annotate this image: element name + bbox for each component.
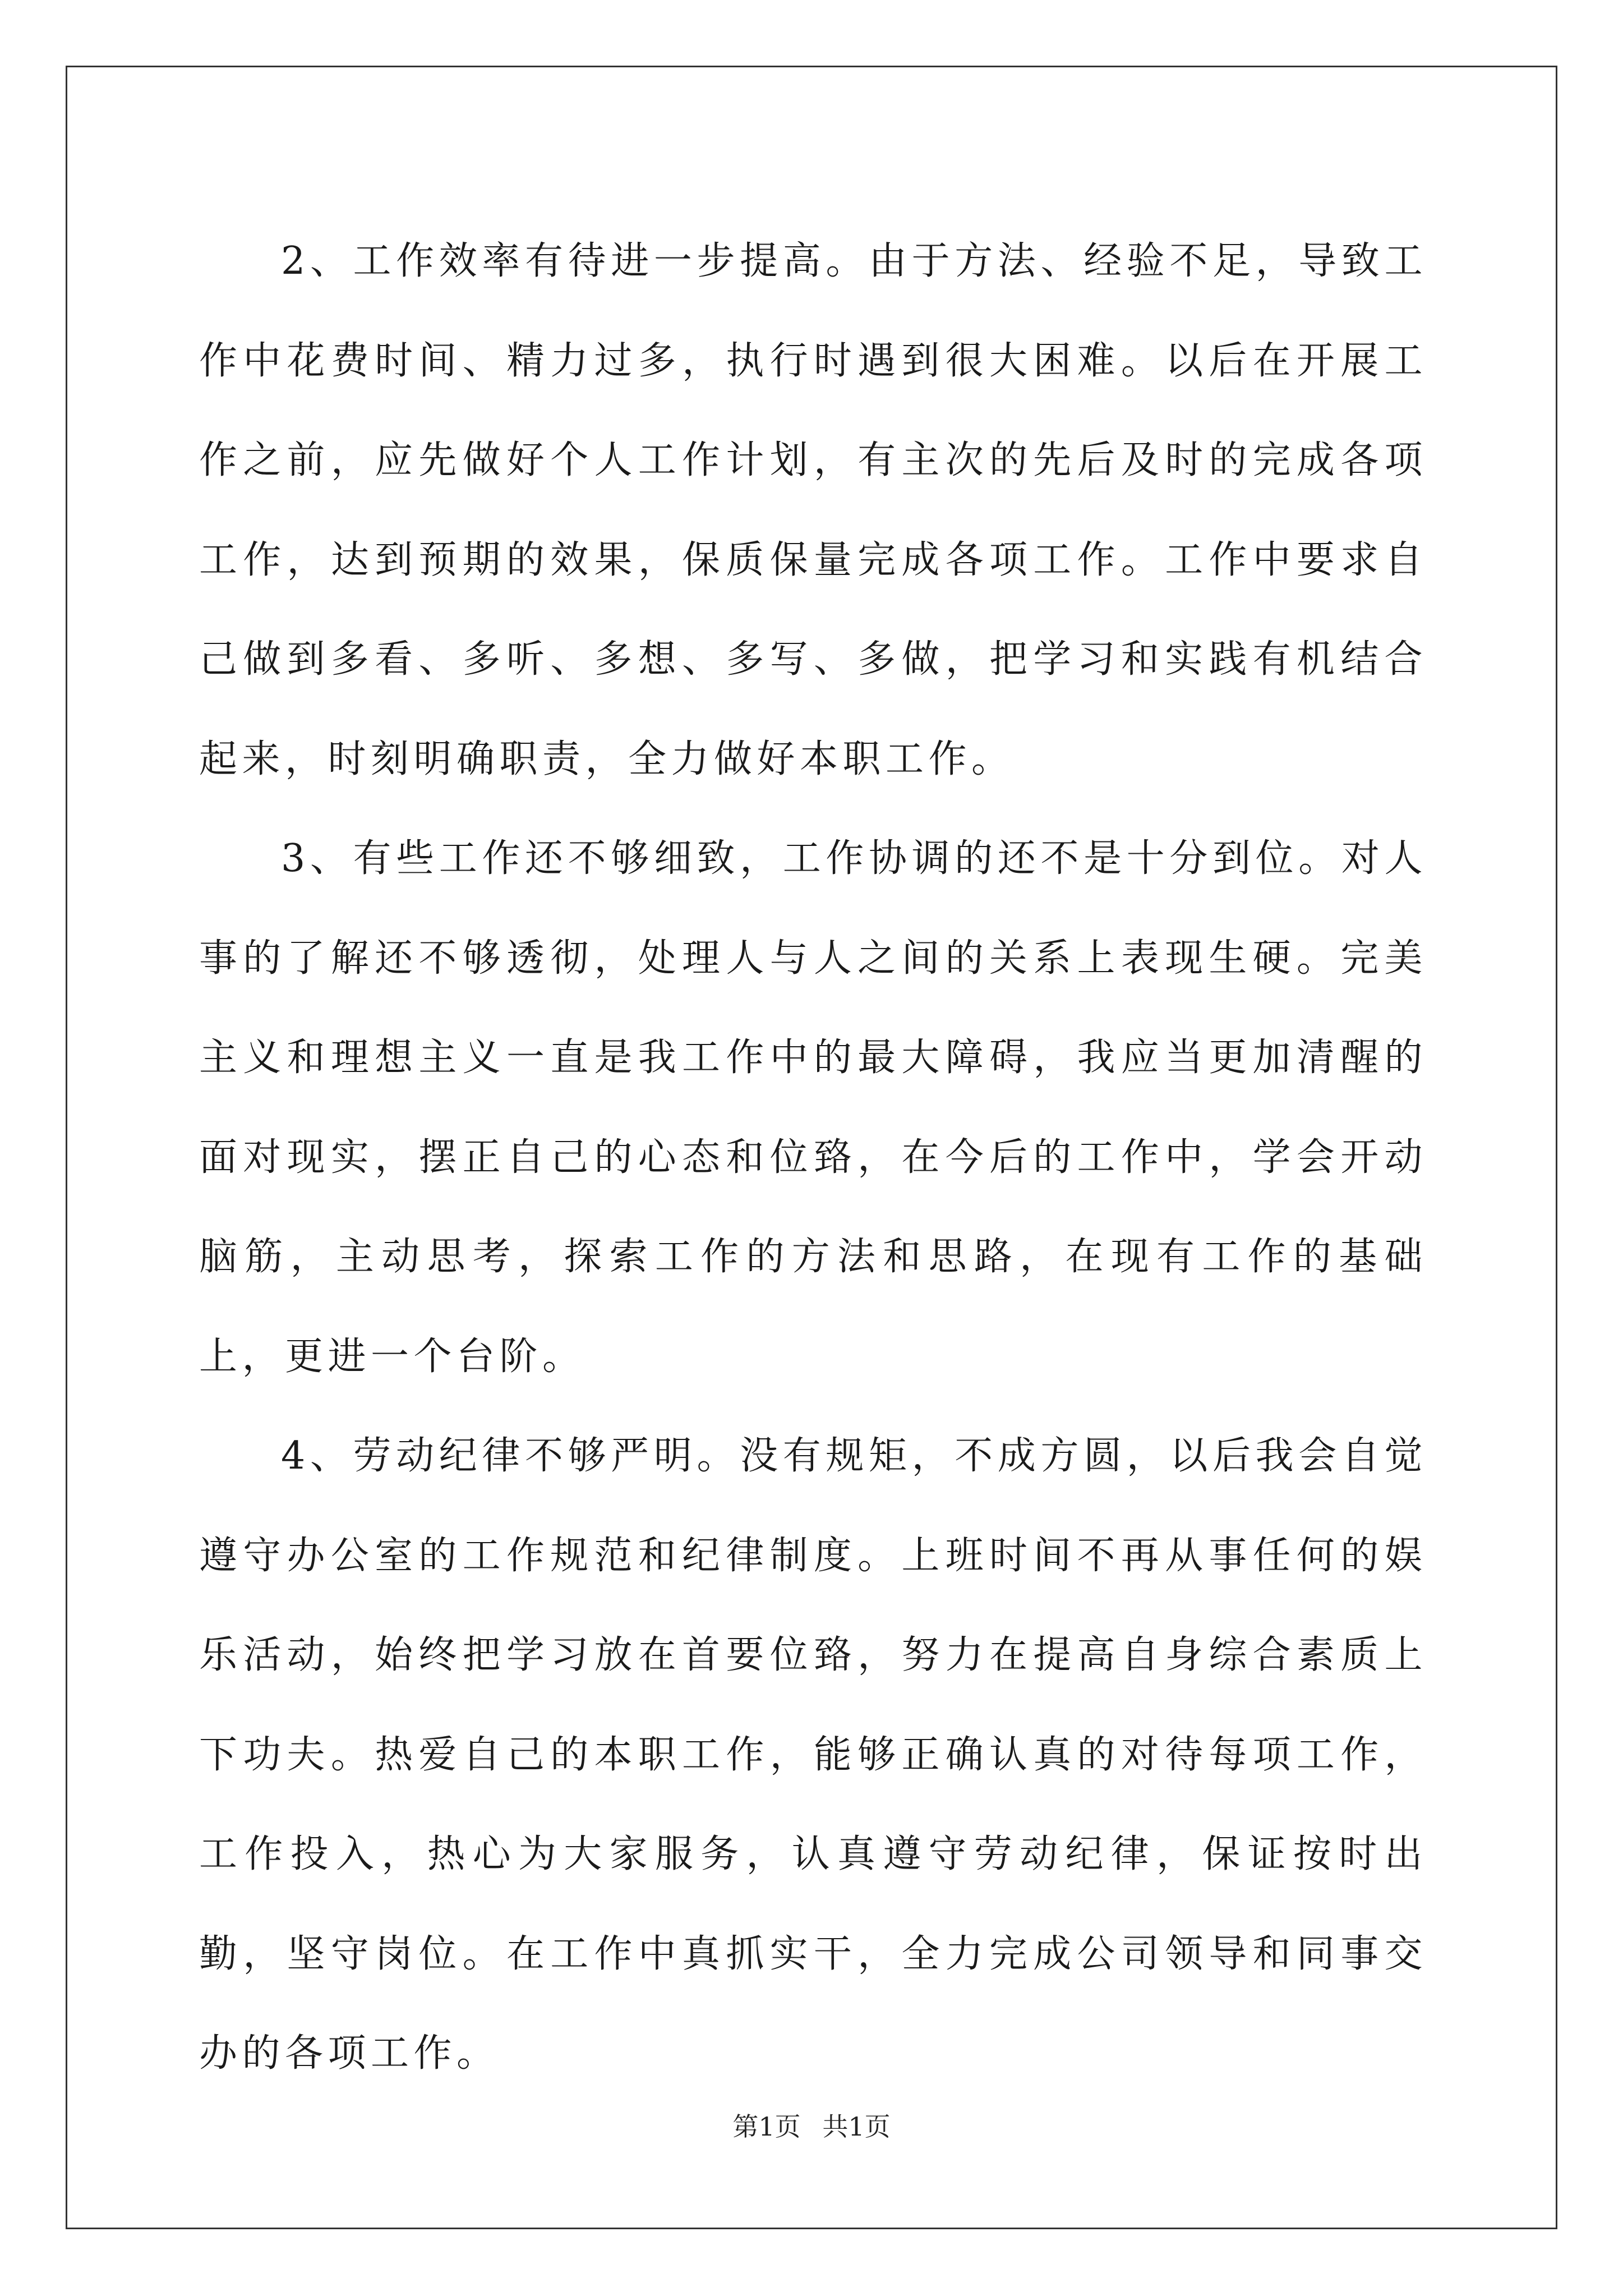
page-number-total: 共1页 — [822, 2111, 891, 2142]
page-footer — [0, 2106, 1623, 2143]
document-body — [199, 211, 1427, 2104]
paragraph-2: 2、工作效率有待进一步提高。由于方法、经验不足，导致工作中花费时间、精力过多，执行时遇到很大困难。以后在开展工作之前，应先做好个人工作计划，有主次的先后及时的完成各项工作，达到预期的效果，保质保量完成各项工作。工作中要求自己做到多看、多听、多想、多写、多做，把学习和实践有机结合起来，时刻明确职责，全力做好本职工作。 — [199, 239, 1427, 781]
paragraph-3: 3、有些工作还不够细致，工作协调的还不是十分到位。对人事的了解还不够透彻，处理人与人之间的关系上表现生硬。完美主义和理想主义一直是我工作中的最大障碍，我应当更加清醒的面对现实，摆正自己的心态和位臵，在今后的工作中，学会开动脑筋，主动思考，探索工作的方法和思路，在现有工作的基础上，更进一个台阶。 — [199, 836, 1427, 1379]
paragraph-4: 4、劳动纪律不够严明。没有规矩，不成方圆，以后我会自觉遵守办公室的工作规范和纪律制度。上班时间不再从事任何的娱乐活动，始终把学习放在首要位臵，努力在提高自身综合素质上下功夫。热爱自己的本职工作，能够正确认真的对待每项工作，工作投入，热心为大家服务，认真遵守劳动纪律，保证按时出勤，坚守岗位。在工作中真抓实干，全力完成公司领导和同事交办的各项工作。 — [199, 1434, 1427, 2076]
page-number-current: 第1页 — [732, 2111, 801, 2142]
